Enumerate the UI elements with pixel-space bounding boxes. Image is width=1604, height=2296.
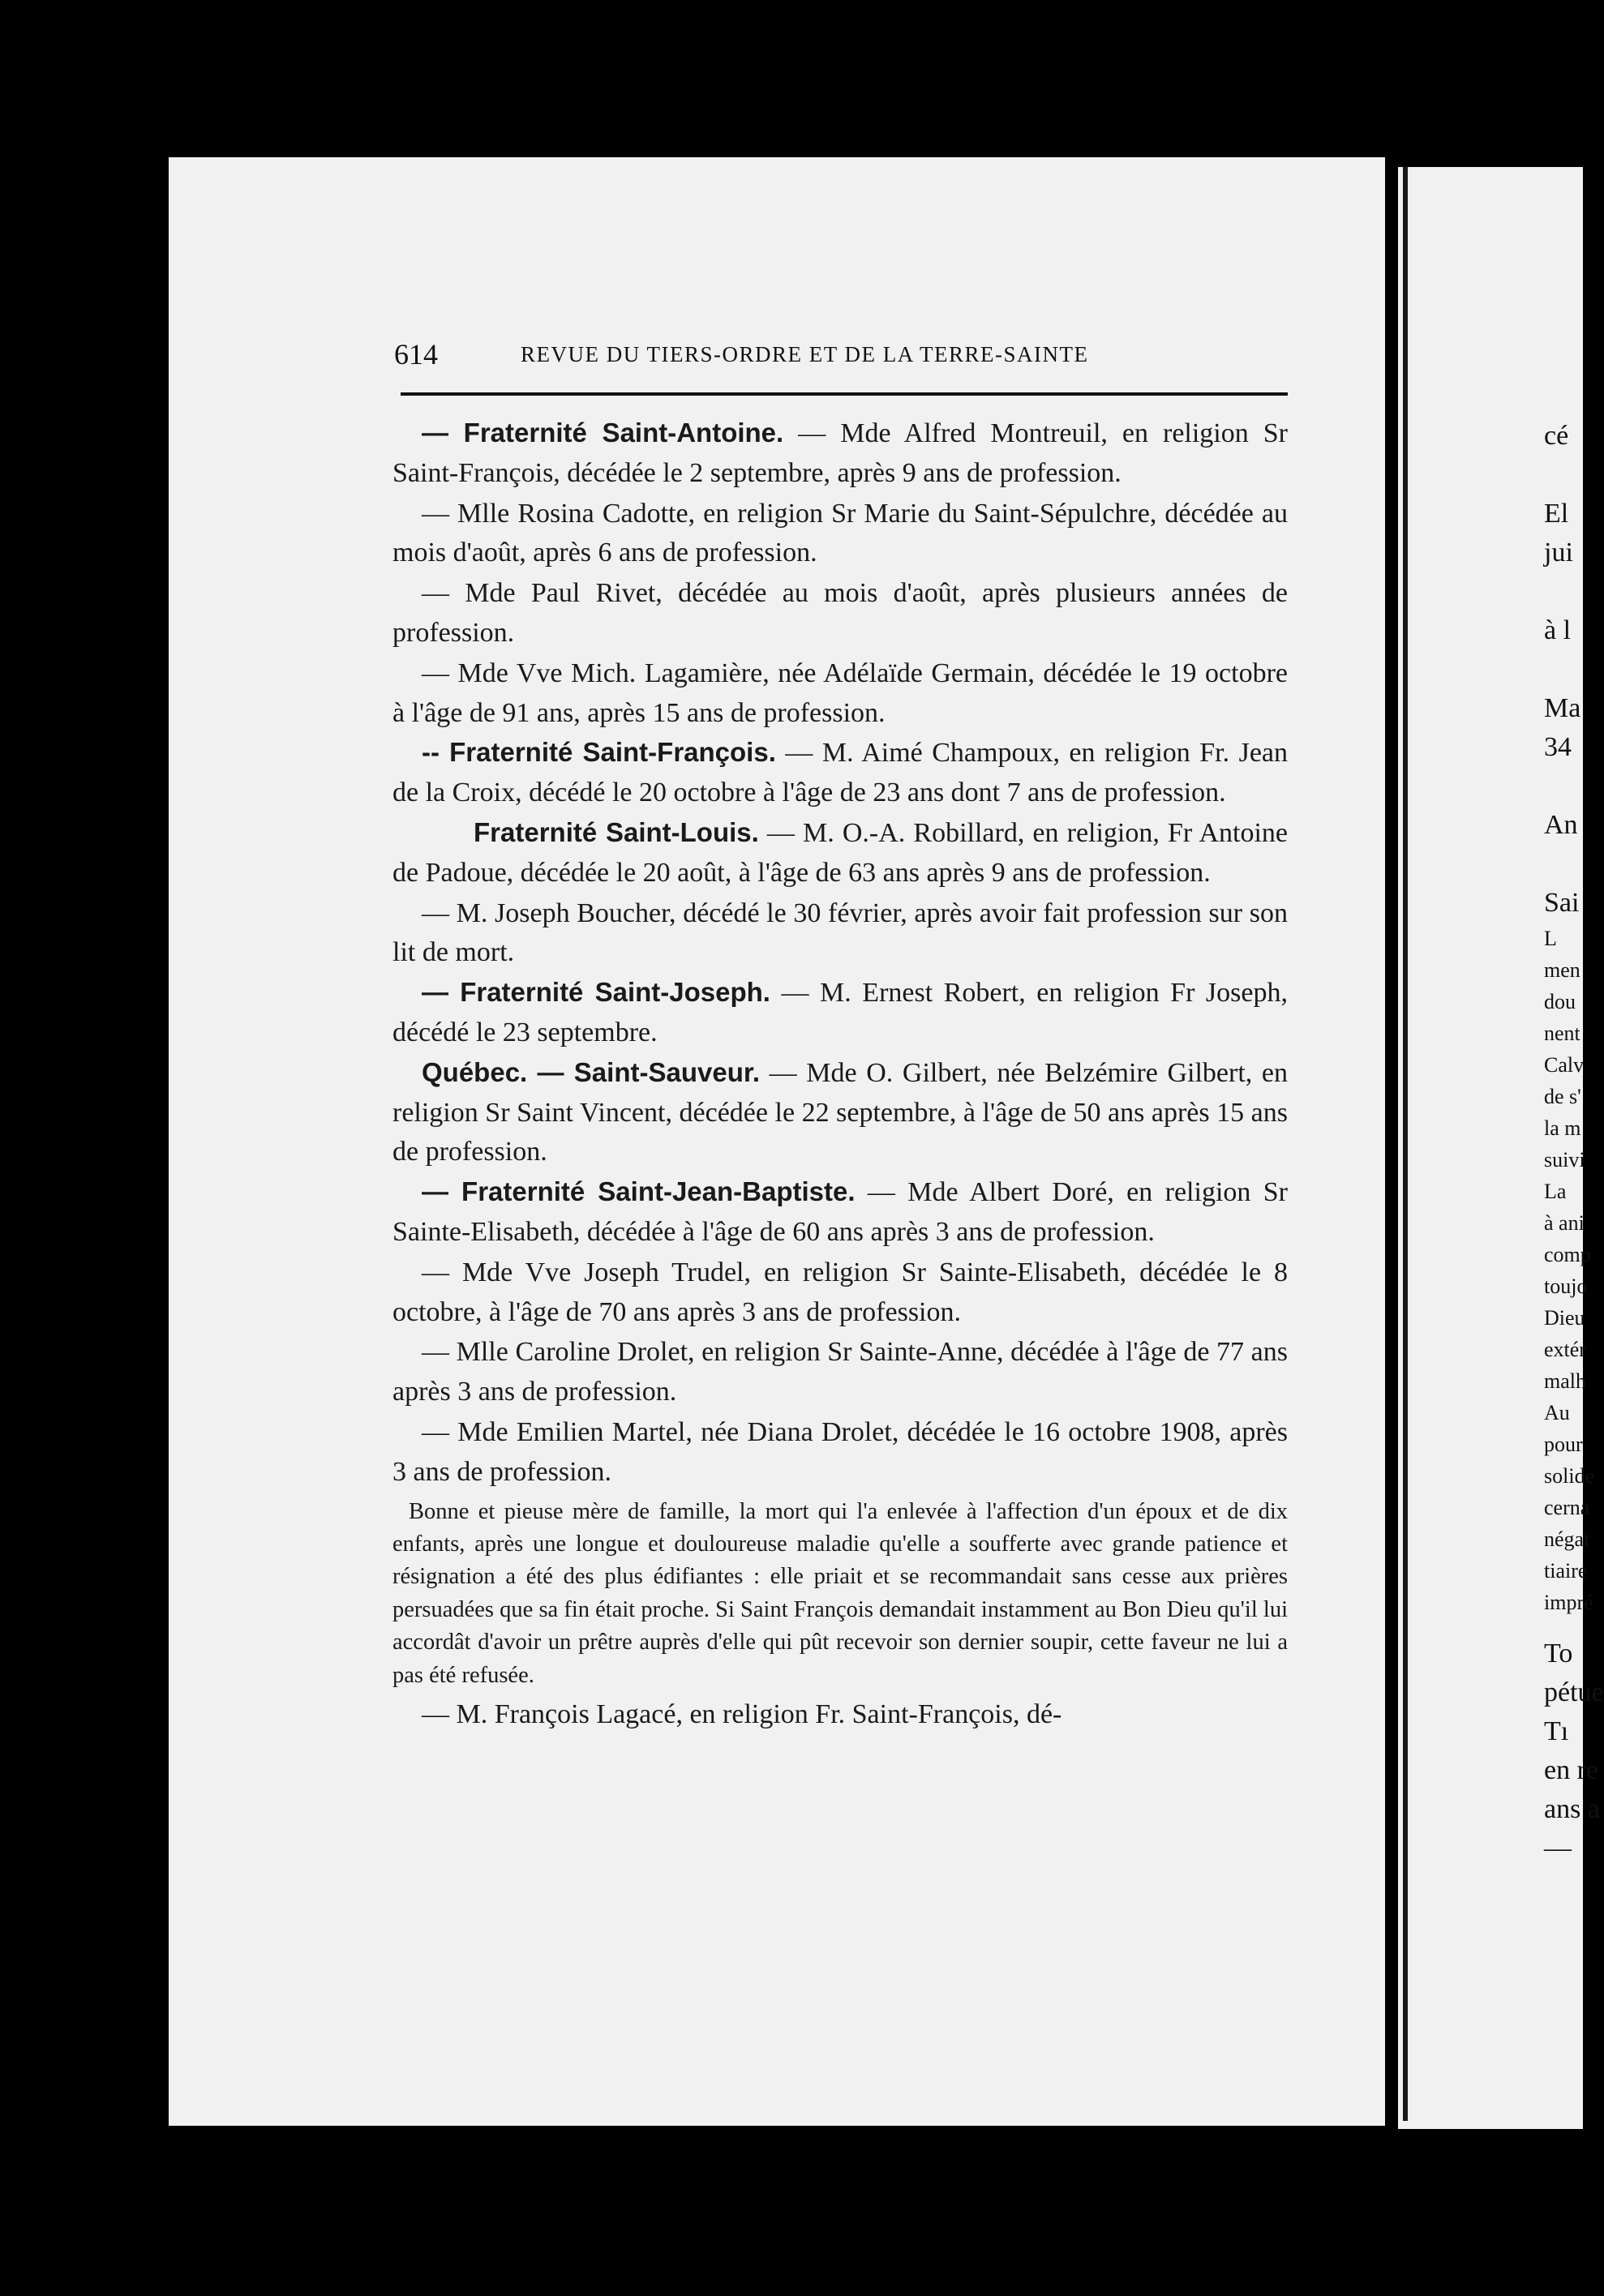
entry-paragraph [392, 733, 1288, 813]
fragment-line: comp [1544, 1243, 1591, 1266]
fragment-line: cé [1544, 421, 1569, 451]
fragment-line: à ani [1544, 1211, 1585, 1235]
entry-text: — Mde Paul Rivet, décédée au mois d'août, après plusieurs années de profession. [392, 578, 1288, 648]
fragment-line: Ma [1544, 693, 1581, 723]
fragment-line: Tı [1544, 1716, 1569, 1746]
fragment-line: Sai [1544, 888, 1580, 918]
page-header [394, 337, 1289, 370]
last-line: — M. François Lagacé, en religion Fr. Saint-François, dé- [422, 1698, 1062, 1729]
entry-paragraph [392, 494, 1288, 574]
entry-text: — Mde Emilien Martel, née Diana Drolet, décédée le 16 octobre 1908, après 3 ans de profession. [392, 1416, 1288, 1487]
fragment-line: ans a [1544, 1794, 1600, 1824]
fragment-line: pétue [1544, 1677, 1604, 1707]
fragment-line: men [1544, 958, 1580, 982]
right-page-fragments [1544, 417, 1604, 1868]
entry-heading: Fraternité Saint-Louis. [474, 816, 759, 847]
entry-text: — M. Ernest Robert, en religion Fr Joseph, décédé le 23 septembre. [392, 978, 1288, 1047]
entry-heading: — Fraternité Saint-Antoine. [422, 418, 784, 448]
fragment-line: tiaire [1544, 1559, 1588, 1583]
spacer [1544, 1618, 1604, 1634]
fragment-line: To [1544, 1638, 1573, 1668]
entry-text: — Mde O. Gilbert, née Belzémire Gilbert, en religion Sr Saint Vincent, décédée le 22 septembre, à l'âge de 50 ans après 15 ans de profession. [392, 1057, 1288, 1167]
fragment-line: 34 [1544, 732, 1572, 762]
entry-paragraph [392, 893, 1288, 974]
fragment-line: toujo [1544, 1274, 1588, 1298]
fragment-line: pour [1544, 1433, 1583, 1456]
fragment-line: Dieu [1544, 1306, 1585, 1330]
gutter-line [1403, 167, 1408, 2121]
page-number: 614 [394, 338, 438, 371]
fragment-line: solide [1544, 1464, 1595, 1488]
entry-heading: -- Fraternité Saint-François. [422, 737, 776, 768]
fragment-line: El [1544, 499, 1569, 529]
fragment-line: La [1544, 1180, 1567, 1203]
header-rule [401, 392, 1288, 396]
entry-paragraph [392, 973, 1288, 1053]
entry-paragraph [392, 1332, 1288, 1412]
fragment-line: An [1544, 810, 1578, 840]
fragment-line: L [1544, 927, 1557, 950]
entry-text: — Mde Vve Joseph Trudel, en religion Sr Sainte-Elisabeth, décédée le 8 octobre, à l'âge de 70 ans après 3 ans de profession. [392, 1257, 1288, 1327]
entry-text: — Mde Albert Doré, en religion Sr Sainte-Elisabeth, décédée à l'âge de 60 ans après 3 ans de profession. [392, 1177, 1288, 1247]
fragment-line [1544, 650, 1604, 689]
entry-paragraph [392, 573, 1288, 653]
fragment-line: extér [1544, 1338, 1586, 1361]
entry-heading: — Fraternité Saint-Jean-Baptiste. [422, 1176, 856, 1207]
fragment-line [1544, 456, 1604, 495]
entry-heading: Québec. — Saint-Sauveur. [422, 1056, 761, 1087]
fragment-line: à l [1544, 615, 1572, 645]
entry-paragraph [392, 1053, 1288, 1172]
fragment-line: de s' [1544, 1085, 1581, 1108]
entry-text: — M. O.-A. Robillard, en religion, Fr Antoine de Padoue, décédée le 20 août, à l'âge de 63 ans après 9 ans de profession. [392, 817, 1288, 888]
entry-text: — Mde Alfred Montreuil, en religion Sr Saint-François, décédée le 2 septembre, après 9 ans de profession. [392, 418, 1288, 488]
fragment-line: dou [1544, 990, 1576, 1013]
entry-paragraph [392, 813, 1288, 893]
obituary-note: Bonne et pieuse mère de famille, la mort qui l'a enlevée à l'affection d'un époux et de dix enfants, après une longue et douloureuse maladie qu'elle a soufferte avec grande patience et résignation a été des plus édifiantes : elle priait et se recommandait sans cesse aux prières persuadées que sa fin était proche. Si Saint François demandait instamment au Bon Dieu qu'il lui accordât d'avoir un prêtre auprès d'elle qui pût recevoir son dernier soupir, cette faveur ne lui a pas été refusée. [392, 1498, 1288, 1688]
running-head: REVUE DU TIERS-ORDRE ET DE LA TERRE-SAINTE [521, 342, 1089, 366]
entry-text: — M. Joseph Boucher, décédé le 30 février, après avoir fait profession sur son lit de mort. [392, 897, 1288, 968]
fragment-line [1544, 767, 1604, 806]
page-content [392, 413, 1288, 1735]
entry-paragraph [392, 653, 1288, 734]
entry-text: — Mlle Caroline Drolet, en religion Sr Sainte-Anne, décédée à l'âge de 77 ans après 3 ans de profession. [392, 1337, 1288, 1407]
entry-text: — M. Aimé Champoux, en religion Fr. Jean de la Croix, décédé le 20 octobre à l'âge de 23 ans dont 7 ans de profession. [392, 738, 1289, 808]
fragment-line [1544, 572, 1604, 611]
fragment-line: cerna [1544, 1496, 1590, 1519]
entry-heading: — Fraternité Saint-Joseph. [422, 977, 770, 1008]
fragment-line: — [1544, 1833, 1572, 1863]
entry-text: — Mde Vve Mich. Lagamière, née Adélaïde Germain, décédée le 19 octobre à l'âge de 91 ans, après 15 ans de profession. [392, 658, 1288, 728]
fragment-line: malh [1544, 1369, 1586, 1393]
entry-text: — Mlle Rosina Cadotte, en religion Sr Marie du Saint-Sépulchre, décédée au mois d'août, après 6 ans de profession. [392, 498, 1288, 568]
fragment-line: en re [1544, 1755, 1599, 1785]
entry-paragraph [392, 1172, 1288, 1253]
fragment-line: Au [1544, 1401, 1570, 1424]
fragment-line: jui [1544, 538, 1573, 568]
fragment-line: Calv [1544, 1053, 1585, 1077]
fragment-line: la m [1544, 1116, 1581, 1140]
entry-paragraph [392, 1412, 1288, 1493]
fragment-line: nent [1544, 1022, 1580, 1045]
entry-paragraph [392, 1253, 1288, 1333]
fragment-line: impré [1544, 1591, 1593, 1614]
fragment-line: négat [1544, 1527, 1590, 1551]
entry-paragraph [392, 413, 1288, 494]
fragment-line: suivi [1544, 1148, 1585, 1172]
fragment-line [1544, 845, 1604, 884]
